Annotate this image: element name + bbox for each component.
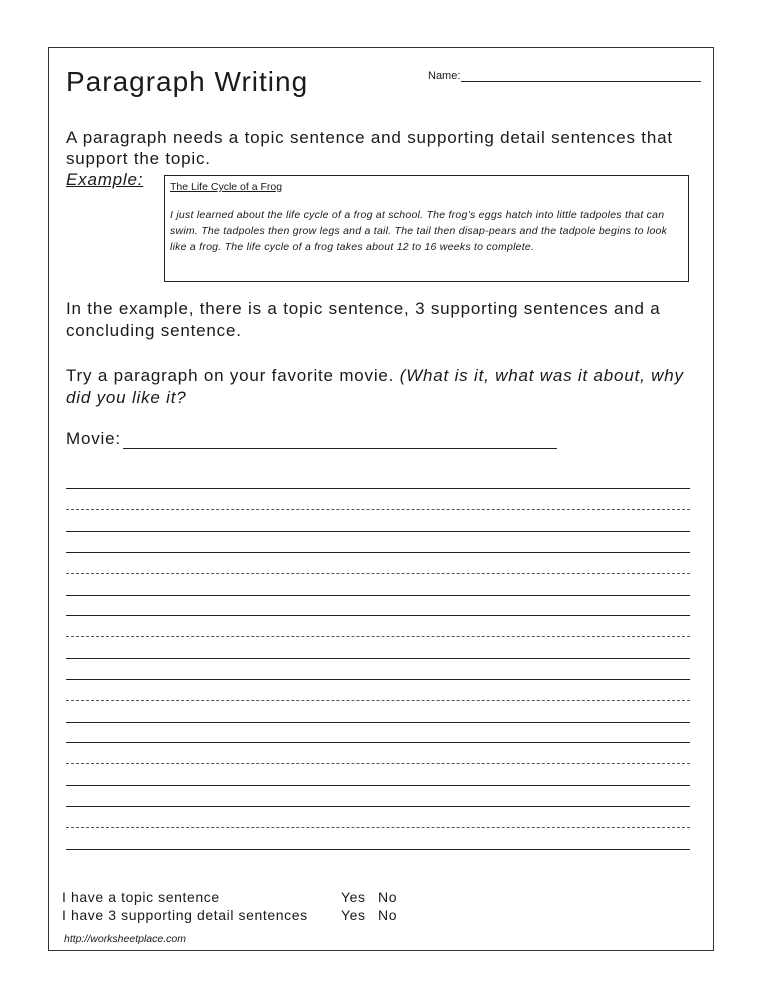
prompt-text [66,365,686,409]
checklist-no-option[interactable]: No [378,907,398,923]
writing-line-solid[interactable] [66,615,690,616]
name-field[interactable] [428,70,701,82]
writing-line-solid[interactable] [66,722,690,723]
worksheet-title: Paragraph Writing [66,66,309,97]
intro-text: A paragraph needs a topic sentence and supporting detail sentences that support the topic. [66,128,673,168]
writing-line-dashed[interactable] [66,827,690,828]
movie-label: Movie: [66,429,121,448]
example-label: Example: [66,170,144,189]
writing-line-solid[interactable] [66,806,690,807]
example-box [164,175,689,282]
checklist-label: I have 3 supporting detail sentences [62,907,308,923]
writing-line-solid[interactable] [66,742,690,743]
writing-line-dashed[interactable] [66,700,690,701]
writing-line-solid[interactable] [66,552,690,553]
example-body: I just learned about the life cycle of a frog at school. The frog’s eggs hatch into little tadpoles that can swim. The tadpoles then grow legs and a tail. The tail then disap-pears and the tadpole begins to look like a frog. The life cycle of a frog takes about 12 to 16 weeks to complete. [170,209,668,253]
checklist-no-option[interactable]: No [378,889,398,905]
movie-field[interactable] [66,429,557,449]
explanation-text: In the example, there is a topic sentence, 3 supporting sentences and a concluding sentence. [66,299,661,340]
checklist-label: I have a topic sentence [62,889,220,905]
example-title: The Life Cycle of a Frog [170,181,283,193]
writing-line-solid[interactable] [66,595,690,596]
writing-line-dashed[interactable] [66,636,690,637]
name-blank-line[interactable] [461,70,701,82]
writing-line-solid[interactable] [66,785,690,786]
movie-blank-line[interactable] [123,432,557,449]
name-label: Name: [428,70,461,82]
prompt-plain: Try a paragraph on your favorite movie. [66,366,400,385]
writing-line-dashed[interactable] [66,509,690,510]
checklist-yes-option[interactable]: Yes [341,907,366,923]
writing-line-solid[interactable] [66,488,690,489]
writing-line-solid[interactable] [66,849,690,850]
writing-line-solid[interactable] [66,679,690,680]
footer-url: http://worksheetplace.com [64,933,186,945]
writing-line-dashed[interactable] [66,573,690,574]
writing-line-solid[interactable] [66,658,690,659]
prompt-questions: (What is it, what was it about, why did you like it? [66,366,684,407]
writing-line-dashed[interactable] [66,763,690,764]
writing-line-solid[interactable] [66,531,690,532]
checklist-yes-option[interactable]: Yes [341,889,366,905]
